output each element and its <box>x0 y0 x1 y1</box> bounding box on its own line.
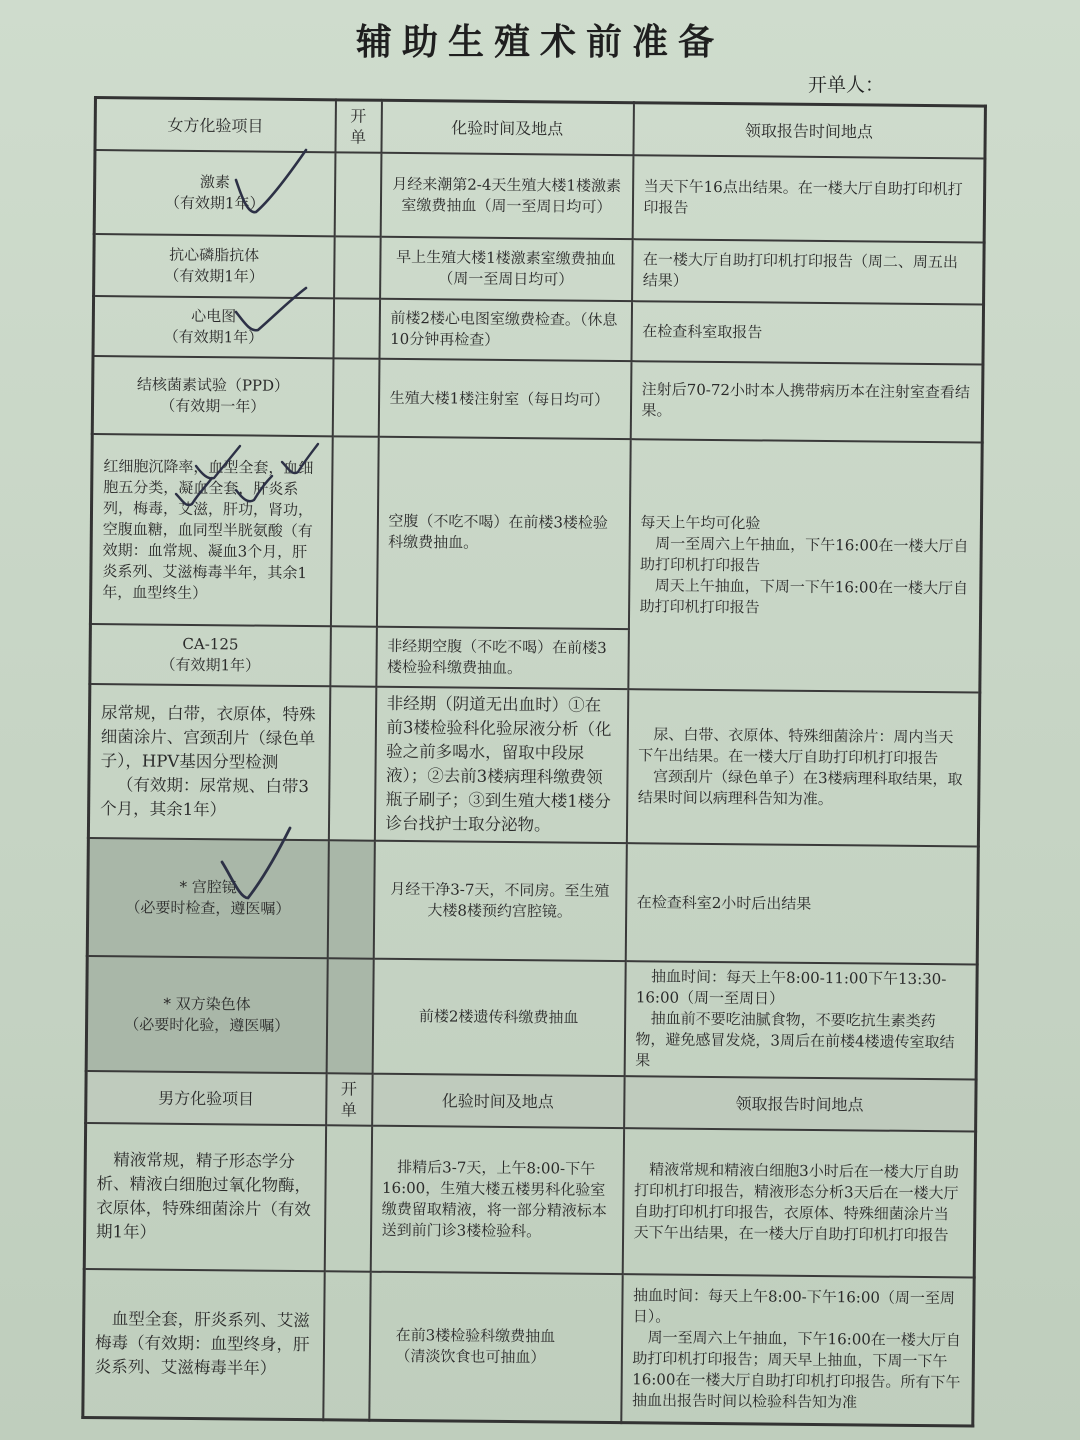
time-place-cell: 月经来潮第2-4天生殖大楼1楼激素室缴费抽血（周一至周日均可） <box>380 153 633 239</box>
item-cell <box>93 296 334 358</box>
male-header-row <box>86 1071 976 1132</box>
item-name: 结核菌素试验（PPD） <box>136 375 290 395</box>
report-line: 精液常规和精液白细胞3小时后在一楼大厅自助打印机打印报告，精液形态分析3天后在一楼大厅自助打印机打印报告，衣原体、特殊细菌涂片当天下午出结果，在一楼大厅自助打印机打印报告 <box>633 1160 959 1245</box>
report-cell: 在检查科室2小时后出结果 <box>625 843 978 964</box>
time-place-cell: 前楼2楼心电图室缴费检查。（休息10分钟再检查） <box>379 299 632 361</box>
report-line: 抽血时间：每天上午8:00-11:00下午13:30-16:00（周一至周日） <box>635 967 947 1008</box>
item-validity: （有效期一年） <box>160 396 266 416</box>
male-header-order: 开单 <box>326 1073 372 1125</box>
table-row <box>94 150 985 243</box>
male-header-item: 男方化验项目 <box>86 1071 326 1125</box>
prep-table-wrapper <box>81 96 987 1427</box>
table-row <box>84 1123 975 1278</box>
report-cell: 在一楼大厅自助打印机打印报告（周二、周五出结果） <box>632 239 985 304</box>
report-cell: 在检查科室取报告 <box>631 301 984 364</box>
time-place-cell: 空腹（不吃不喝）在前楼3楼检验科缴费抽血。 <box>376 437 630 629</box>
female-header-report: 领取报告时间地点 <box>633 103 985 159</box>
item-cell: 红细胞沉降率，血型全套，血细胞五分类，凝血全套，肝炎系列，梅毒，艾滋，肝功，肾功，空腹血糖，血同型半胱氨酸（有效期：血常规、凝血3个月，肝炎系列、艾滋梅毒半年，其余1年，血型终生） <box>90 434 332 626</box>
order-cell[interactable] <box>332 358 379 436</box>
report-cell <box>621 1274 974 1425</box>
order-cell[interactable] <box>323 1271 370 1419</box>
time-place-cell: 早上生殖大楼1楼激素室缴费抽血（周一至周日均可） <box>380 237 633 301</box>
time-place-line: （清淡饮食也可抽血） <box>395 1346 546 1367</box>
item-name: * 双方染色体 <box>163 994 251 1014</box>
table-row <box>93 296 984 365</box>
item-cell <box>90 624 331 686</box>
item-name: 激素 <box>199 173 231 192</box>
male-header-time-place: 化验时间及地点 <box>372 1074 624 1128</box>
item-validity: （必要时检查，遵医嘱） <box>125 898 291 918</box>
male-header-report: 领取报告时间地点 <box>624 1076 976 1131</box>
item-name: 抗心磷脂抗体 <box>169 245 260 265</box>
item-name: 血型全套，肝炎系列、艾滋梅毒（有效期：血型终身，肝炎系列、艾滋梅毒半年） <box>94 1308 310 1378</box>
order-cell[interactable] <box>327 840 374 958</box>
table-row <box>90 434 982 633</box>
time-place-cell: 非经期（阴道无出血时）①在前3楼检验科化验尿液分析（化验之前多喝水，留取中段尿液）；②去前3楼病理科缴费领瓶子刷子；③到生殖大楼1楼分诊台找护士取分泌物。 <box>374 687 627 843</box>
report-line: 尿、白带、衣原体、特殊细菌涂片：周内当天下午出结果。在一楼大厅自助打印机打印报告 <box>638 725 954 768</box>
report-cell <box>622 1128 975 1277</box>
time-place-cell: 生殖大楼1楼注射室（每日均可） <box>378 359 631 439</box>
report-cell: 注射后70-72小时本人携带病历本在注射室查看结果。 <box>630 361 983 442</box>
report-line: 每天上午均可化验 <box>640 512 761 532</box>
item-name: * 宫腔镜 <box>179 877 237 897</box>
item-name: 尿常规，白带，衣原体，特殊细菌涂片、宫颈刮片（绿色单子），HPV基因分型检测 <box>100 703 316 772</box>
time-place-cell <box>370 1126 623 1274</box>
item-validity: （有效期：尿常规、白带3个月，其余1年） <box>100 775 309 820</box>
table-row <box>87 838 978 965</box>
report-line: 抽血时间：每天上午8:00-下午16:00（周一至周日）。 <box>632 1285 956 1326</box>
item-cell <box>87 838 328 958</box>
item-cell <box>94 234 335 298</box>
order-cell[interactable] <box>334 152 381 236</box>
table-row <box>88 684 979 847</box>
order-cell[interactable] <box>333 298 380 358</box>
order-cell[interactable] <box>330 436 378 626</box>
issuer-label: 开单人： <box>808 74 885 96</box>
report-cell: 当天下午16点出结果。在一楼大厅自助打印机打印报告 <box>632 155 985 242</box>
order-cell[interactable] <box>334 236 381 298</box>
item-validity: （有效期1年） <box>160 655 261 675</box>
order-cell[interactable] <box>330 626 377 686</box>
report-cell <box>626 689 979 846</box>
female-header-item: 女方化验项目 <box>95 98 335 153</box>
time-place-cell <box>369 1272 622 1422</box>
report-line: 周一至周六上午抽血，下午16:00在一楼大厅自助打印机打印报告 <box>639 533 969 574</box>
item-name: 精液常规，精子形态学分析、精液白细胞过氧化物酶，衣原体，特殊细菌涂片（有效期1年） <box>96 1150 312 1242</box>
female-header-time-place: 化验时间及地点 <box>381 100 633 155</box>
time-place-cell: 前楼2楼遗传科缴费抽血 <box>372 959 625 1076</box>
item-validity: （有效期1年） <box>164 193 265 213</box>
table-row <box>86 956 977 1080</box>
report-cell <box>628 439 982 692</box>
item-validity: （有效期1年） <box>164 266 264 286</box>
item-validity: （有效期1年） <box>163 327 264 347</box>
female-header-order: 开单 <box>335 100 382 153</box>
report-line: 宫颈刮片（绿色单子）在3楼病理科取结果，取结果时间以病理科告知为准。 <box>637 767 963 809</box>
item-cell <box>94 150 335 236</box>
item-cell <box>88 684 329 840</box>
prep-table <box>81 96 987 1427</box>
item-name: 心电图 <box>191 306 237 326</box>
order-cell[interactable] <box>328 686 375 840</box>
item-name: CA-125 <box>182 634 239 654</box>
item-cell <box>86 956 327 1073</box>
order-cell[interactable] <box>324 1125 371 1271</box>
table-row <box>92 356 983 443</box>
item-cell <box>84 1123 325 1271</box>
page-title: 辅助生殖术前准备 <box>355 21 724 63</box>
time-place-line: 在前3楼检验科缴费抽血 <box>395 1325 556 1346</box>
item-validity: （必要时化验，遵医嘱） <box>124 1014 290 1035</box>
report-line: 抽血前不要吃油腻食物，不要吃抗生素类药物，避免感冒发烧，3周后在前楼4楼遗传室取结果 <box>635 1009 955 1070</box>
table-row <box>83 1269 974 1426</box>
time-place-cell: 非经期空腹（不吃不喝）在前楼3楼检验科缴费抽血。 <box>376 627 629 689</box>
report-line: 周一至周六上午抽血，下午16:00在一楼大厅自助打印机打印报告；周天早上抽血，下周一下午16:00在一楼大厅自助打印机打印报告。所有下午抽血出报告时间以检验科告知为准 <box>631 1328 961 1412</box>
report-line: 周天上午抽血，下周一下午16:00在一楼大厅自助打印机打印报告 <box>639 575 969 616</box>
item-cell <box>83 1269 324 1419</box>
female-header-row <box>95 98 985 159</box>
item-cell <box>92 356 333 436</box>
order-cell[interactable] <box>326 958 373 1073</box>
time-place-text: 排精后3-7天，上午8:00-下午16:00，生殖大楼五楼男科化验室缴费留取精液，将一部分精液标本送到前门诊3楼检验科。 <box>381 1157 607 1241</box>
table-row <box>94 234 985 305</box>
report-cell <box>624 961 977 1079</box>
time-place-cell: 月经干净3-7天，不同房。至生殖大楼8楼预约宫腔镜。 <box>373 841 626 961</box>
